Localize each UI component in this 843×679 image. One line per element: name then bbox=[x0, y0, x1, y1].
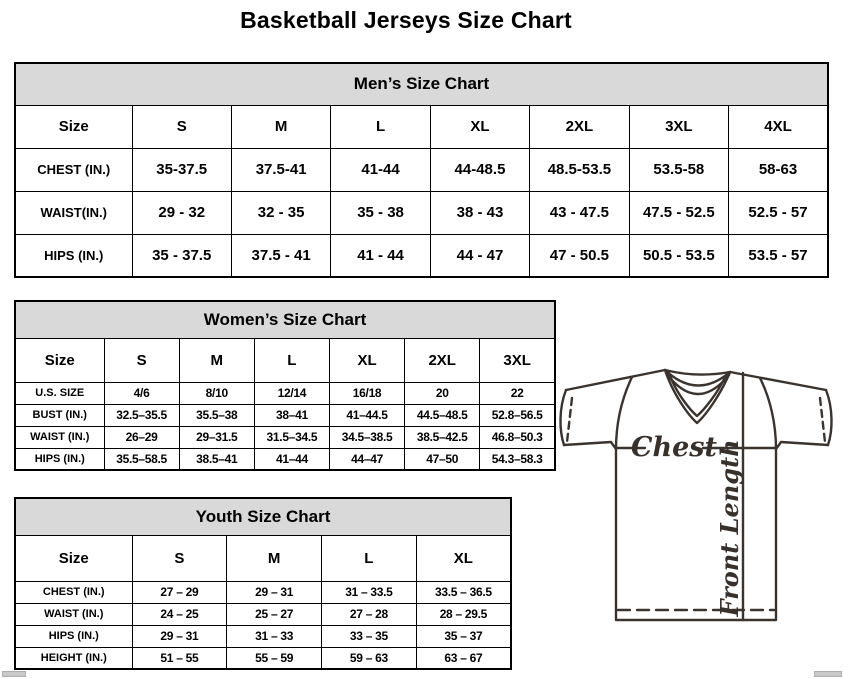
size-value-cell: 29 – 31 bbox=[227, 581, 322, 603]
size-value-cell: 32.5–35.5 bbox=[104, 404, 179, 426]
size-value-cell: 35 - 38 bbox=[331, 191, 430, 234]
youth-column-header: L bbox=[322, 535, 417, 581]
womens-column-header: 2XL bbox=[405, 338, 480, 382]
size-value-cell: 58-63 bbox=[729, 148, 828, 191]
size-value-cell: 29–31.5 bbox=[179, 426, 254, 448]
size-value-cell: 35.5–38 bbox=[179, 404, 254, 426]
womens-row bbox=[15, 448, 555, 470]
mens-chart-title: Men’s Size Chart bbox=[15, 63, 828, 105]
size-value-cell: 63 – 67 bbox=[416, 647, 511, 669]
left-cuff-dashed-line bbox=[567, 398, 572, 442]
size-value-cell: 31 – 33 bbox=[227, 625, 322, 647]
size-value-cell: 41–44 bbox=[254, 448, 329, 470]
size-value-cell: 29 - 32 bbox=[132, 191, 231, 234]
youth-chart-title: Youth Size Chart bbox=[15, 498, 511, 535]
size-value-cell: 22 bbox=[480, 382, 555, 404]
size-value-cell: 29 – 31 bbox=[132, 625, 227, 647]
youth-row bbox=[15, 581, 511, 603]
jersey-measurement-diagram bbox=[552, 358, 838, 630]
size-value-cell: 47.5 - 52.5 bbox=[629, 191, 728, 234]
chest-label: Chest bbox=[631, 432, 717, 463]
mens-column-header: L bbox=[331, 105, 430, 148]
size-value-cell: 54.3–58.3 bbox=[480, 448, 555, 470]
size-value-cell: 38 - 43 bbox=[430, 191, 529, 234]
size-value-cell: 53.5 - 57 bbox=[729, 234, 828, 277]
row-label: WAIST (IN.) bbox=[15, 426, 104, 448]
youth-column-header: M bbox=[227, 535, 322, 581]
size-value-cell: 52.5 - 57 bbox=[729, 191, 828, 234]
youth-size-table bbox=[14, 497, 512, 670]
size-value-cell: 16/18 bbox=[329, 382, 404, 404]
size-value-cell: 59 – 63 bbox=[322, 647, 417, 669]
size-value-cell: 37.5-41 bbox=[231, 148, 330, 191]
size-value-cell: 35 - 37.5 bbox=[132, 234, 231, 277]
mens-column-header: Size bbox=[15, 105, 132, 148]
mens-column-header: S bbox=[132, 105, 231, 148]
size-value-cell: 27 – 29 bbox=[132, 581, 227, 603]
mens-size-table bbox=[14, 62, 829, 278]
mens-column-header: XL bbox=[430, 105, 529, 148]
womens-column-header: M bbox=[179, 338, 254, 382]
size-value-cell: 41 - 44 bbox=[331, 234, 430, 277]
row-label: BUST (IN.) bbox=[15, 404, 104, 426]
size-value-cell: 51 – 55 bbox=[132, 647, 227, 669]
size-value-cell: 44-48.5 bbox=[430, 148, 529, 191]
mens-column-header: 4XL bbox=[729, 105, 828, 148]
row-label: HIPS (IN.) bbox=[15, 234, 132, 277]
size-value-cell: 41–44.5 bbox=[329, 404, 404, 426]
size-value-cell: 47–50 bbox=[405, 448, 480, 470]
size-value-cell: 35.5–58.5 bbox=[104, 448, 179, 470]
size-value-cell: 31 – 33.5 bbox=[322, 581, 417, 603]
size-value-cell: 47 - 50.5 bbox=[530, 234, 629, 277]
size-value-cell: 48.5-53.5 bbox=[530, 148, 629, 191]
womens-row bbox=[15, 404, 555, 426]
mens-column-header: 3XL bbox=[629, 105, 728, 148]
row-label: CHEST (IN.) bbox=[15, 148, 132, 191]
size-value-cell: 38–41 bbox=[254, 404, 329, 426]
scrollbar-fragment-right[interactable] bbox=[814, 671, 842, 677]
youth-column-header: S bbox=[132, 535, 227, 581]
womens-column-header: S bbox=[104, 338, 179, 382]
size-value-cell: 44 - 47 bbox=[430, 234, 529, 277]
size-value-cell: 35-37.5 bbox=[132, 148, 231, 191]
front-length-label: Front Length bbox=[715, 439, 744, 617]
youth-column-header: Size bbox=[15, 535, 132, 581]
size-value-cell: 33.5 – 36.5 bbox=[416, 581, 511, 603]
right-cuff-dashed-line bbox=[820, 398, 825, 442]
size-value-cell: 35 – 37 bbox=[416, 625, 511, 647]
youth-row bbox=[15, 603, 511, 625]
size-value-cell: 20 bbox=[405, 382, 480, 404]
jersey-outline bbox=[560, 370, 831, 620]
youth-column-header: XL bbox=[416, 535, 511, 581]
size-value-cell: 12/14 bbox=[254, 382, 329, 404]
page-title: Basketball Jerseys Size Chart bbox=[240, 7, 572, 33]
size-value-cell: 37.5 - 41 bbox=[231, 234, 330, 277]
row-label: HEIGHT (IN.) bbox=[15, 647, 132, 669]
scrollbar-fragment-left[interactable] bbox=[2, 671, 26, 677]
size-value-cell: 4/6 bbox=[104, 382, 179, 404]
size-value-cell: 55 – 59 bbox=[227, 647, 322, 669]
size-value-cell: 53.5-58 bbox=[629, 148, 728, 191]
size-value-cell: 50.5 - 53.5 bbox=[629, 234, 728, 277]
mens-row bbox=[15, 148, 828, 191]
size-value-cell: 27 – 28 bbox=[322, 603, 417, 625]
row-label: U.S. SIZE bbox=[15, 382, 104, 404]
row-label: WAIST(IN.) bbox=[15, 191, 132, 234]
size-value-cell: 44.5–48.5 bbox=[405, 404, 480, 426]
size-value-cell: 38.5–42.5 bbox=[405, 426, 480, 448]
mens-column-header: M bbox=[231, 105, 330, 148]
row-label: WAIST (IN.) bbox=[15, 603, 132, 625]
size-value-cell: 24 – 25 bbox=[132, 603, 227, 625]
mens-column-header: 2XL bbox=[530, 105, 629, 148]
size-value-cell: 34.5–38.5 bbox=[329, 426, 404, 448]
size-value-cell: 8/10 bbox=[179, 382, 254, 404]
row-label: HIPS (IN.) bbox=[15, 448, 104, 470]
youth-row bbox=[15, 647, 511, 669]
size-value-cell: 32 - 35 bbox=[231, 191, 330, 234]
size-value-cell: 38.5–41 bbox=[179, 448, 254, 470]
size-value-cell: 46.8–50.3 bbox=[480, 426, 555, 448]
size-value-cell: 44–47 bbox=[329, 448, 404, 470]
size-value-cell: 28 – 29.5 bbox=[416, 603, 511, 625]
womens-column-header: L bbox=[254, 338, 329, 382]
womens-size-table bbox=[14, 300, 556, 471]
row-label: HIPS (IN.) bbox=[15, 625, 132, 647]
youth-row bbox=[15, 625, 511, 647]
womens-column-header: 3XL bbox=[480, 338, 555, 382]
row-label: CHEST (IN.) bbox=[15, 581, 132, 603]
size-value-cell: 25 – 27 bbox=[227, 603, 322, 625]
mens-row bbox=[15, 191, 828, 234]
size-value-cell: 31.5–34.5 bbox=[254, 426, 329, 448]
womens-column-header: XL bbox=[329, 338, 404, 382]
mens-row bbox=[15, 234, 828, 277]
womens-column-header: Size bbox=[15, 338, 104, 382]
size-value-cell: 43 - 47.5 bbox=[530, 191, 629, 234]
womens-row bbox=[15, 382, 555, 404]
size-value-cell: 41-44 bbox=[331, 148, 430, 191]
size-value-cell: 33 – 35 bbox=[322, 625, 417, 647]
womens-row bbox=[15, 426, 555, 448]
size-value-cell: 52.8–56.5 bbox=[480, 404, 555, 426]
size-value-cell: 26–29 bbox=[104, 426, 179, 448]
womens-chart-title: Women’s Size Chart bbox=[15, 301, 555, 338]
